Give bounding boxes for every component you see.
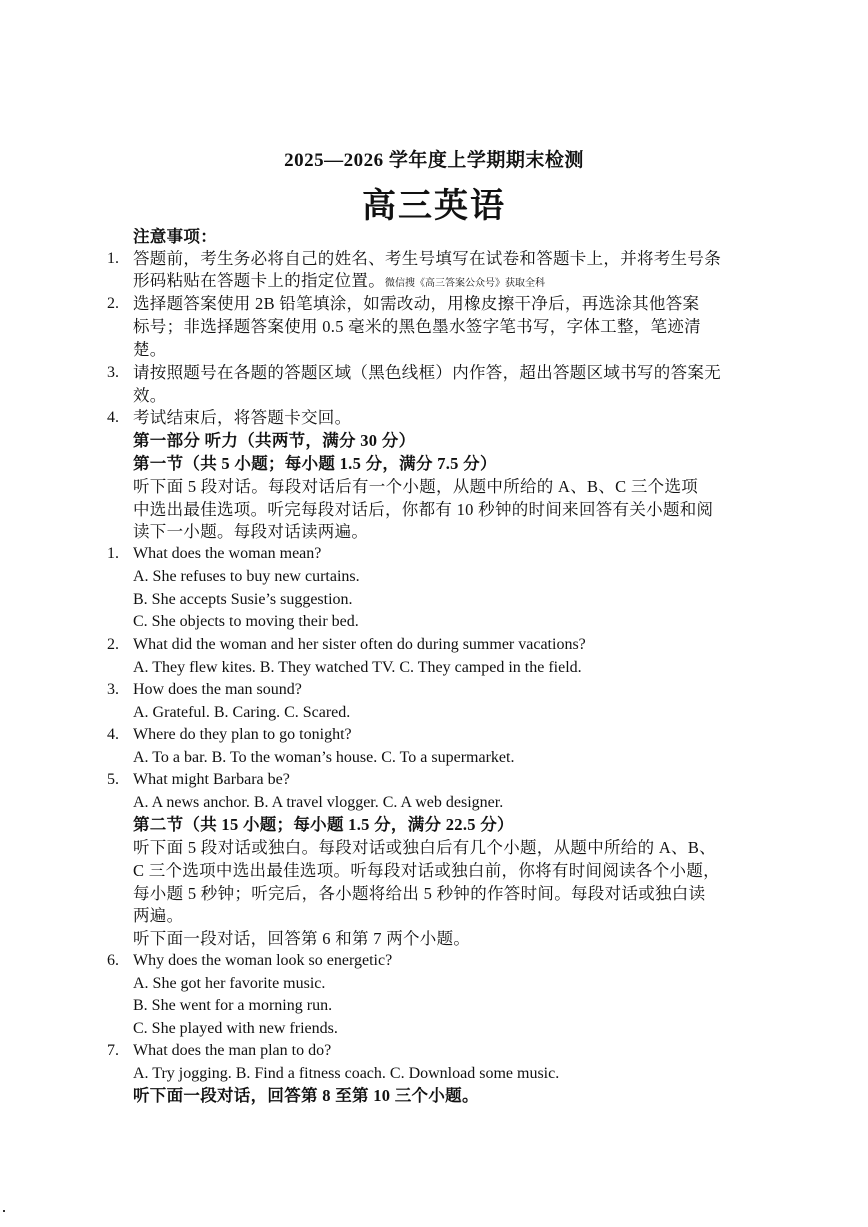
answer-option: A. A news anchor. B. A travel vlogger. C. A web designer. bbox=[133, 794, 504, 811]
answer-option: B. She went for a morning run. bbox=[133, 997, 333, 1014]
section1-instruction: 中选出最佳选项。听完每段对话后，你都有 10 秒钟的时间来回答有关小题和阅 bbox=[133, 500, 714, 519]
watermark-text: 微信搜《高三答案公众号》获取全科 bbox=[385, 278, 545, 289]
section2-instruction: 听下面 5 段对话或独白。每段对话或独白后有几个小题，从题中所给的 A、B、 bbox=[133, 838, 716, 857]
note-line: 请按照题号在各题的答题区域（黑色线框）内作答，超出答题区域书写的答案无 bbox=[133, 363, 721, 382]
section2-instruction: 每小题 5 秒钟；听完后，各小题将给出 5 秒钟的作答时间。每段对话或独白读 bbox=[133, 884, 706, 903]
answer-option: B. She accepts Susie’s suggestion. bbox=[133, 591, 353, 608]
note-line: 考试结束后，将答题卡交回。 bbox=[133, 408, 352, 427]
question-text: What does the man plan to do? bbox=[133, 1042, 332, 1059]
answer-option: C. She played with new friends. bbox=[133, 1020, 338, 1037]
question-text: Why does the woman look so energetic? bbox=[133, 952, 393, 969]
question-text: Where do they plan to go tonight? bbox=[133, 726, 352, 743]
note-line bbox=[133, 270, 545, 295]
section1-instruction: 听下面 5 段对话。每段对话后有一个小题，从题中所给的 A、B、C 三个选项 bbox=[133, 477, 699, 496]
section2-instruction: 两遍。 bbox=[133, 906, 184, 925]
answer-option: A. She refuses to buy new curtains. bbox=[133, 568, 360, 585]
question-text: What might Barbara be? bbox=[133, 771, 290, 788]
section1-instruction: 读下一小题。每段对话读两遍。 bbox=[133, 522, 369, 541]
exam-subtitle: 2025—2026 学年度上学期期末检测 bbox=[284, 150, 584, 171]
scan-dot bbox=[3, 1210, 5, 1212]
note-number: 2. bbox=[107, 295, 119, 312]
dialogue-lead: 听下面一段对话，回答第 8 至第 10 三个小题。 bbox=[133, 1086, 479, 1105]
section1-heading: 第一节（共 5 小题；每小题 1.5 分，满分 7.5 分） bbox=[133, 454, 497, 473]
dialogue-lead: 听下面一段对话，回答第 6 和第 7 两个小题。 bbox=[133, 929, 471, 948]
answer-option: A. She got her favorite music. bbox=[133, 975, 326, 992]
answer-option: A. To a bar. B. To the woman’s house. C. To a supermarket. bbox=[133, 749, 515, 766]
section2-heading: 第二节（共 15 小题；每小题 1.5 分，满分 22.5 分） bbox=[133, 815, 514, 834]
question-number: 6. bbox=[107, 952, 119, 969]
note-number: 3. bbox=[107, 364, 119, 381]
question-number: 4. bbox=[107, 726, 119, 743]
answer-option: A. Try jogging. B. Find a fitness coach. C. Download some music. bbox=[133, 1065, 560, 1082]
note-line-text: 形码粘贴在答题卡上的指定位置。 bbox=[133, 271, 385, 290]
answer-option: C. She objects to moving their bed. bbox=[133, 613, 359, 630]
note-number: 1. bbox=[107, 250, 119, 267]
note-line: 选择题答案使用 2B 铅笔填涂，如需改动，用橡皮擦干净后，再选涂其他答案 bbox=[133, 294, 700, 313]
question-text: What does the woman mean? bbox=[133, 545, 322, 562]
question-text: What did the woman and her sister often do during summer vacations? bbox=[133, 636, 586, 653]
note-number: 4. bbox=[107, 409, 119, 426]
note-line: 效。 bbox=[133, 386, 167, 405]
question-number: 5. bbox=[107, 771, 119, 788]
section2-instruction: C 三个选项中选出最佳选项。听每段对话或独白前，你将有时间阅读各个小题， bbox=[133, 861, 720, 880]
question-text: How does the man sound? bbox=[133, 681, 302, 698]
note-line: 答题前，考生务必将自己的姓名、考生号填写在试卷和答题卡上，并将考生号条 bbox=[133, 249, 721, 268]
question-number: 1. bbox=[107, 545, 119, 562]
question-number: 2. bbox=[107, 636, 119, 653]
question-number: 7. bbox=[107, 1042, 119, 1059]
answer-option: A. Grateful. B. Caring. C. Scared. bbox=[133, 704, 351, 721]
answer-option: A. They flew kites. B. They watched TV. C. They camped in the field. bbox=[133, 659, 582, 676]
part1-heading: 第一部分 听力（共两节，满分 30 分） bbox=[133, 431, 416, 450]
note-line: 楚。 bbox=[133, 340, 167, 359]
notes-heading: 注意事项： bbox=[133, 227, 217, 246]
question-number: 3. bbox=[107, 681, 119, 698]
note-line: 标号；非选择题答案使用 0.5 毫米的黑色墨水签字笔书写，字体工整，笔迹清 bbox=[133, 317, 701, 336]
exam-title: 高三英语 bbox=[362, 188, 506, 225]
